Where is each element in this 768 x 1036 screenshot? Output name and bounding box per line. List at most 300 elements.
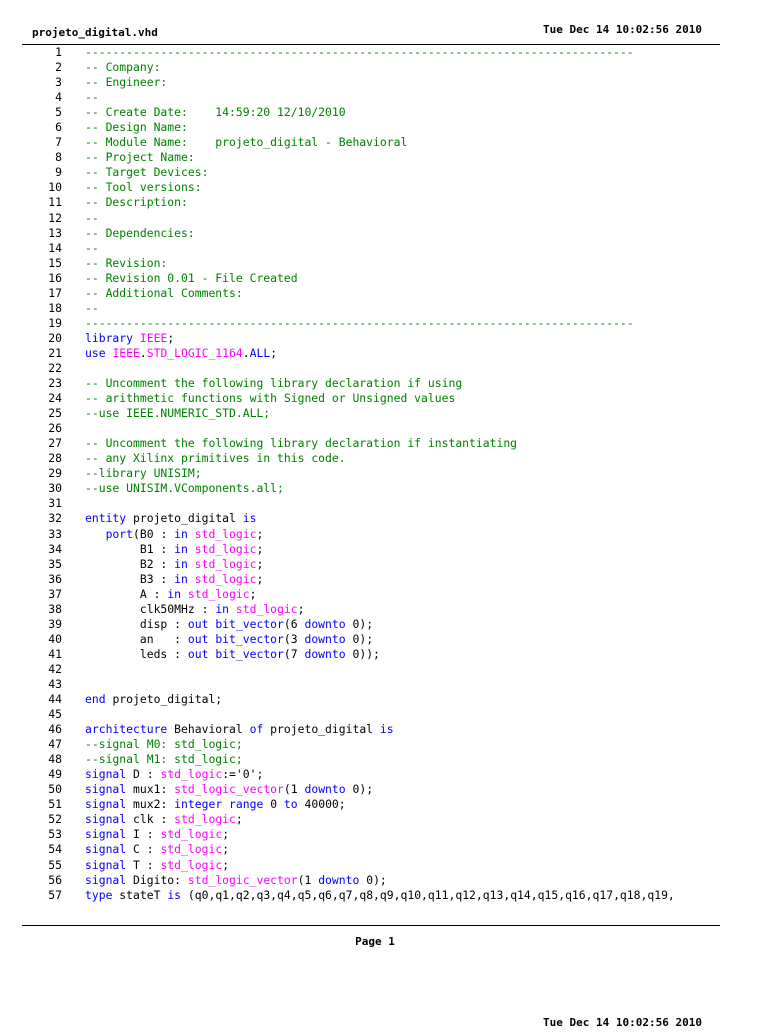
line-text <box>85 256 167 271</box>
code-line <box>0 301 720 316</box>
code-token: out <box>187 631 216 646</box>
code-token <box>85 527 106 541</box>
code-token: ; <box>256 571 264 586</box>
line-number: 14 <box>48 240 62 255</box>
code-token: signal <box>85 872 134 887</box>
line-text <box>85 271 298 286</box>
code-token: B1 : <box>85 541 175 556</box>
code-line <box>0 662 720 677</box>
code-token: is <box>242 511 257 526</box>
line-number: 49 <box>48 767 62 782</box>
line-number: 38 <box>48 601 62 616</box>
code-line <box>0 180 720 195</box>
line-text <box>85 451 346 466</box>
code-line <box>0 361 720 376</box>
line-number: 17 <box>48 285 62 300</box>
line-text <box>85 858 229 873</box>
code-token: B3 : <box>85 571 175 586</box>
line-text <box>85 737 243 752</box>
line-text <box>85 120 188 135</box>
code-line <box>0 873 720 888</box>
code-token: downto <box>304 646 353 661</box>
code-token: bit_vector <box>215 616 284 631</box>
line-text <box>85 436 517 451</box>
line-text <box>85 812 243 827</box>
code-token: -- Revision 0.01 - File Created <box>85 270 298 285</box>
code-token: -- arithmetic functions with Signed or Unsigned values <box>85 391 456 406</box>
line-number: 37 <box>48 586 62 601</box>
line-text <box>85 241 99 256</box>
code-line <box>0 797 720 812</box>
code-token: ; <box>222 842 230 857</box>
code-line <box>0 677 720 692</box>
code-token: std_logic_vector <box>174 782 284 797</box>
line-number: 42 <box>48 661 62 676</box>
code-line <box>0 707 720 722</box>
code-token: -- <box>85 300 99 315</box>
code-token: -- Revision: <box>85 255 168 270</box>
code-line <box>0 90 720 105</box>
line-text <box>85 90 99 105</box>
code-line <box>0 256 720 271</box>
code-token: :='0'; <box>222 767 264 782</box>
code-token: integer <box>174 797 230 812</box>
code-line <box>0 722 720 737</box>
code-token: ; <box>222 827 230 842</box>
line-number: 12 <box>48 210 62 225</box>
line-number: 25 <box>48 406 62 421</box>
code-line <box>0 496 720 511</box>
code-token: (3 <box>283 631 305 646</box>
code-token: -- Target Devices: <box>85 165 209 180</box>
code-line <box>0 165 720 180</box>
code-listing <box>0 45 720 903</box>
line-text <box>85 542 263 557</box>
code-token: Digito: <box>133 872 188 887</box>
code-line <box>0 391 720 406</box>
line-number: 41 <box>48 646 62 661</box>
code-token: std_logic <box>194 526 257 541</box>
line-text <box>85 632 373 647</box>
line-number: 1 <box>55 45 62 59</box>
code-token: 0); <box>352 782 374 797</box>
code-token: downto <box>318 872 367 887</box>
line-text <box>85 572 263 587</box>
line-text <box>85 873 387 888</box>
code-token: downto <box>304 782 353 797</box>
code-line <box>0 45 720 60</box>
code-token: A : <box>85 586 168 601</box>
line-number: 36 <box>48 571 62 586</box>
line-text <box>85 165 208 180</box>
code-line <box>0 120 720 135</box>
code-token: std_logic <box>160 857 223 872</box>
code-token: IEEE <box>112 345 140 360</box>
code-line <box>0 241 720 256</box>
line-number: 35 <box>48 556 62 571</box>
line-number: 10 <box>48 180 62 195</box>
code-token: (1 <box>297 872 319 887</box>
code-token: std_logic_vector <box>187 872 298 887</box>
code-token: range <box>229 797 271 812</box>
line-number: 50 <box>48 782 62 797</box>
code-token: signal <box>85 797 134 812</box>
line-text <box>85 60 160 75</box>
code-token: (B0 : <box>133 526 175 541</box>
code-token: ; <box>249 586 257 601</box>
code-token: --signal M1: std_logic; <box>85 752 243 767</box>
line-text <box>85 466 202 481</box>
line-text <box>85 301 99 316</box>
code-line <box>0 752 720 767</box>
line-number: 56 <box>48 872 62 887</box>
line-number: 5 <box>55 105 62 120</box>
line-number: 40 <box>48 631 62 646</box>
code-token: ; <box>256 526 264 541</box>
code-token: in <box>174 556 195 571</box>
code-token: ; <box>167 330 175 345</box>
code-line <box>0 858 720 873</box>
code-token: -- Design Name: <box>85 120 188 135</box>
code-token: (7 <box>283 646 305 661</box>
line-number: 31 <box>48 496 62 511</box>
code-token: out <box>187 616 216 631</box>
code-token: ; <box>256 556 264 571</box>
code-line <box>0 346 720 361</box>
line-number: 39 <box>48 616 62 631</box>
code-line <box>0 436 720 451</box>
code-token: ALL <box>249 345 271 360</box>
line-text <box>85 346 277 361</box>
code-line <box>0 511 720 526</box>
next-page-header <box>22 1016 720 1036</box>
line-number: 19 <box>48 315 62 330</box>
code-token: port <box>105 526 134 541</box>
code-token: std_logic <box>194 571 257 586</box>
code-token: ; <box>256 541 264 556</box>
page-number: Page 1 <box>355 935 395 948</box>
code-token: out <box>187 646 216 661</box>
line-text <box>85 752 243 767</box>
code-token: signal <box>85 842 134 857</box>
code-line <box>0 105 720 120</box>
code-token: an : <box>85 631 188 646</box>
code-line <box>0 466 720 481</box>
line-text <box>85 842 229 857</box>
code-line <box>0 647 720 662</box>
line-number: 8 <box>55 150 62 165</box>
line-number: 54 <box>48 842 62 857</box>
code-token: Behavioral <box>174 722 250 737</box>
code-token: std_logic <box>235 601 298 616</box>
code-line <box>0 60 720 75</box>
file-name: projeto_digital.vhd <box>32 26 158 39</box>
code-line <box>0 812 720 827</box>
code-token: -- Create Date: 14:59:20 12/10/2010 <box>85 105 346 120</box>
line-text <box>85 827 229 842</box>
code-token: bit_vector <box>215 646 284 661</box>
code-token: -- Module Name: projeto_digital - Behavioral <box>85 135 408 150</box>
line-number: 29 <box>48 466 62 481</box>
code-token: entity <box>85 511 134 526</box>
code-token: bit_vector <box>215 631 284 646</box>
code-token: std_logic <box>160 842 223 857</box>
code-token: 0); <box>352 616 374 631</box>
code-token: 0); <box>366 872 387 887</box>
code-token: std_logic <box>194 556 257 571</box>
line-number: 7 <box>55 135 62 150</box>
line-number: 11 <box>48 195 62 210</box>
code-token: ; <box>297 601 305 616</box>
code-token: -- Additional Comments: <box>85 285 243 300</box>
code-line <box>0 211 720 226</box>
line-number: 52 <box>48 812 62 827</box>
line-number: 51 <box>48 797 62 812</box>
code-token: in <box>174 526 195 541</box>
line-text <box>85 180 202 195</box>
code-token: std_logic <box>160 827 223 842</box>
next-page-date: Tue Dec 14 10:02:56 2010 <box>543 1016 702 1029</box>
code-token: to <box>283 797 305 812</box>
code-token: --library UNISIM; <box>85 466 202 481</box>
code-token: 0); <box>352 631 374 646</box>
code-line <box>0 542 720 557</box>
line-text <box>85 75 167 90</box>
line-number: 47 <box>48 737 62 752</box>
line-number: 23 <box>48 376 62 391</box>
code-token: -- Engineer: <box>85 75 168 90</box>
line-text <box>85 602 304 617</box>
code-token: STD_LOGIC_1164 <box>146 345 243 360</box>
code-token: C : <box>133 842 161 857</box>
line-text <box>85 195 188 210</box>
code-line <box>0 331 720 346</box>
code-token: std_logic <box>194 541 257 556</box>
code-token: stateT <box>119 887 168 902</box>
line-text <box>85 316 634 331</box>
code-token: -- Description: <box>85 195 188 210</box>
line-number: 4 <box>55 90 62 105</box>
code-token: std_logic <box>160 767 223 782</box>
code-token: signal <box>85 857 134 872</box>
line-number: 45 <box>48 707 62 722</box>
line-number: 6 <box>55 120 62 135</box>
line-text <box>85 406 270 421</box>
code-token: B2 : <box>85 556 175 571</box>
line-number: 24 <box>48 391 62 406</box>
code-line <box>0 271 720 286</box>
line-number: 32 <box>48 511 62 526</box>
line-number: 48 <box>48 752 62 767</box>
code-token: 40000; <box>304 797 346 812</box>
line-number: 16 <box>48 270 62 285</box>
line-number: 30 <box>48 481 62 496</box>
code-token: -- <box>85 90 99 105</box>
line-text <box>85 105 346 120</box>
line-text <box>85 692 222 707</box>
line-number: 22 <box>48 360 62 375</box>
line-text <box>85 211 99 226</box>
code-token: in <box>167 586 188 601</box>
code-line <box>0 451 720 466</box>
code-line <box>0 421 720 436</box>
line-number: 55 <box>48 857 62 872</box>
code-line <box>0 406 720 421</box>
code-token: std_logic <box>174 812 236 827</box>
code-token: -- Company: <box>85 60 161 75</box>
line-text <box>85 557 263 572</box>
code-line <box>0 135 720 150</box>
line-text <box>85 391 455 406</box>
code-token: -- Uncomment the following library declaration if instantiating <box>85 436 518 451</box>
code-token: --use IEEE.NUMERIC_STD.ALL; <box>85 406 271 421</box>
line-number: 33 <box>48 526 62 541</box>
code-token: use <box>85 345 113 360</box>
code-token: is <box>379 722 394 737</box>
line-text <box>85 587 256 602</box>
code-token: -------------------------------------------------------------------------------- <box>85 45 634 59</box>
line-number: 21 <box>48 345 62 360</box>
code-token: end <box>85 692 113 707</box>
code-line <box>0 316 720 331</box>
code-token: 0 <box>270 797 284 812</box>
code-line <box>0 767 720 782</box>
code-token: projeto_digital <box>133 511 243 526</box>
code-token: (6 <box>283 616 305 631</box>
code-line <box>0 888 720 903</box>
code-line <box>0 782 720 797</box>
code-token: --use UNISIM.VComponents.all; <box>85 481 284 496</box>
code-token: is <box>167 887 188 902</box>
line-text <box>85 722 394 737</box>
line-text <box>85 888 675 903</box>
line-number: 13 <box>48 225 62 240</box>
line-text <box>85 481 284 496</box>
code-token: (q0,q1,q2,q3,q4,q5,q6,q7,q8,q9,q10,q11,q12,q13,q14,q15,q16,q17,q18,q19, <box>187 887 675 902</box>
code-line <box>0 376 720 391</box>
code-token: projeto_digital <box>270 722 380 737</box>
code-token: clk : <box>133 812 175 827</box>
code-line <box>0 632 720 647</box>
code-token: --signal M0: std_logic; <box>85 737 243 752</box>
code-token: ; <box>270 345 278 360</box>
code-token: IEEE <box>139 330 168 345</box>
code-token: -- <box>85 240 99 255</box>
code-token: signal <box>85 812 134 827</box>
line-text <box>85 376 462 391</box>
line-text <box>85 135 407 150</box>
code-token: downto <box>304 631 353 646</box>
code-line <box>0 842 720 857</box>
line-text <box>85 767 263 782</box>
line-text <box>85 226 195 241</box>
line-text <box>85 150 195 165</box>
code-token: D : <box>133 767 161 782</box>
code-token: architecture <box>85 722 175 737</box>
code-line <box>0 75 720 90</box>
page-header <box>22 22 720 45</box>
line-number: 28 <box>48 451 62 466</box>
code-line <box>0 286 720 301</box>
code-line <box>0 557 720 572</box>
code-token: 0)); <box>352 646 380 661</box>
line-number: 53 <box>48 827 62 842</box>
line-number: 15 <box>48 255 62 270</box>
code-line <box>0 617 720 632</box>
code-token: -- Dependencies: <box>85 225 195 240</box>
line-text <box>85 331 174 346</box>
code-token: T : <box>133 857 161 872</box>
line-text <box>85 527 263 542</box>
code-line <box>0 150 720 165</box>
code-token: disp : <box>85 616 188 631</box>
code-token: -- any Xilinx primitives in this code. <box>85 451 346 466</box>
line-number: 2 <box>55 60 62 75</box>
code-token: clk50MHz : <box>85 601 216 616</box>
code-token: in <box>174 541 195 556</box>
code-token: (1 <box>283 782 305 797</box>
line-number: 3 <box>55 75 62 90</box>
code-token: I : <box>133 827 161 842</box>
print-date: Tue Dec 14 10:02:56 2010 <box>543 23 702 36</box>
code-token: mux1: <box>133 782 175 797</box>
code-line <box>0 692 720 707</box>
footer-divider <box>22 925 720 926</box>
code-token: leds : <box>85 646 188 661</box>
line-number: 9 <box>55 165 62 180</box>
line-number: 34 <box>48 541 62 556</box>
code-token: . <box>242 345 250 360</box>
code-token: ; <box>235 812 243 827</box>
code-line <box>0 572 720 587</box>
line-number: 20 <box>48 330 62 345</box>
line-text <box>85 797 346 812</box>
code-line <box>0 587 720 602</box>
line-number: 46 <box>48 722 62 737</box>
code-token: projeto_digital; <box>112 692 223 707</box>
code-line <box>0 481 720 496</box>
code-token: signal <box>85 767 134 782</box>
code-line <box>0 226 720 241</box>
code-token: in <box>174 571 195 586</box>
code-token: -------------------------------------------------------------------------------- <box>85 315 634 330</box>
code-token: in <box>215 601 236 616</box>
line-number: 57 <box>48 887 62 902</box>
code-token: -- Uncomment the following library declaration if using <box>85 376 463 391</box>
line-number: 26 <box>48 421 62 436</box>
code-token: signal <box>85 827 134 842</box>
line-text <box>85 45 634 60</box>
line-text <box>85 511 256 526</box>
code-line <box>0 827 720 842</box>
code-token: type <box>85 887 120 902</box>
code-token: -- Tool versions: <box>85 180 202 195</box>
code-token: -- <box>85 210 99 225</box>
line-number: 18 <box>48 300 62 315</box>
code-token: of <box>249 722 271 737</box>
code-token: -- Project Name: <box>85 150 195 165</box>
code-line <box>0 195 720 210</box>
code-line <box>0 602 720 617</box>
code-line <box>0 737 720 752</box>
code-token: mux2: <box>133 797 175 812</box>
line-text <box>85 647 380 662</box>
code-token: ; <box>222 857 230 872</box>
code-token: downto <box>304 616 353 631</box>
code-token: std_logic <box>187 586 250 601</box>
line-number: 44 <box>48 692 62 707</box>
code-token: library <box>85 330 140 345</box>
